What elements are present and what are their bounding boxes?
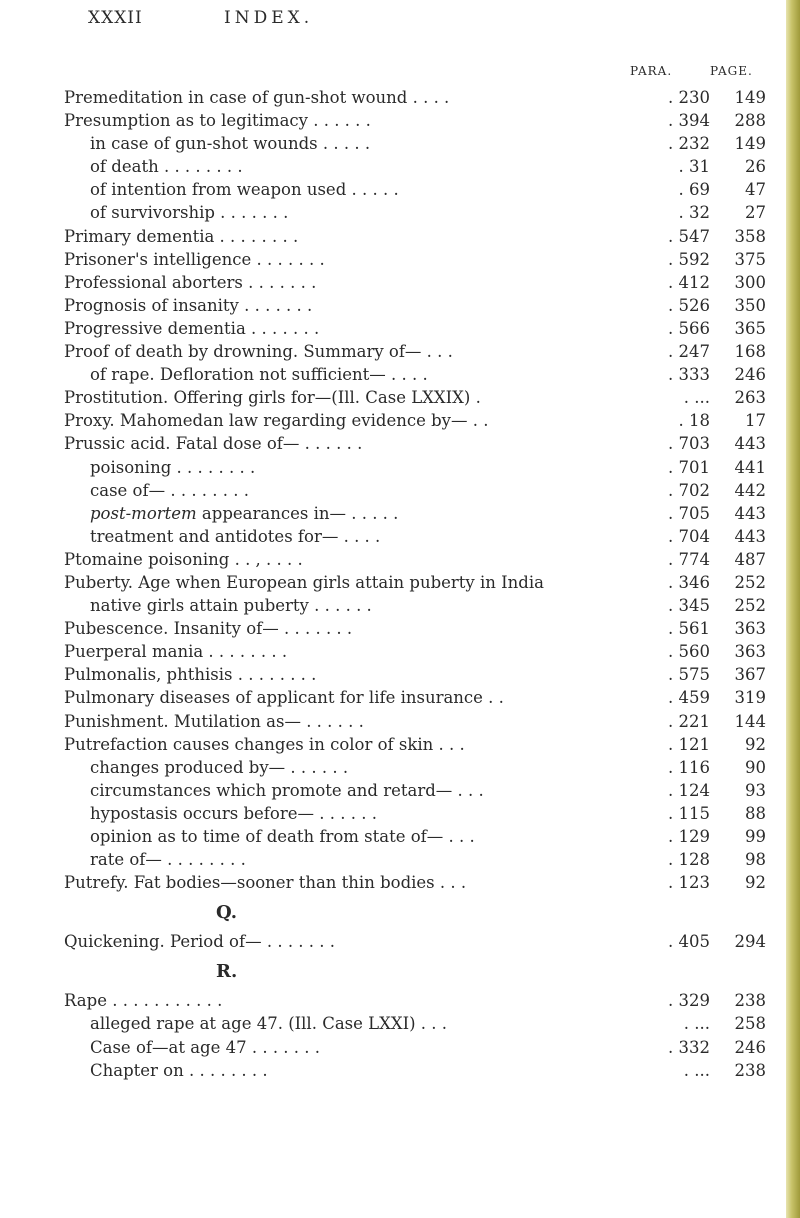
index-entry — [0, 756, 800, 779]
entry-page: 47 — [745, 180, 766, 200]
section-letter: R. — [216, 961, 238, 983]
entry-text: native girls attain puberty . . . . . . — [90, 596, 372, 616]
entry-page: 246 — [734, 365, 766, 385]
entry-para: . 526 — [668, 295, 710, 315]
entry-text: in case of gun-shot wounds . . . . . — [90, 134, 371, 154]
entry-italic: post-mortem — [90, 503, 197, 523]
entry-para: . 333 — [668, 365, 710, 385]
entry-page: 375 — [734, 249, 766, 269]
entry-text: treatment and antidotes for— . . . . — [90, 526, 381, 546]
index-entry — [0, 871, 800, 894]
entry-text: changes produced by— . . . . . . — [90, 757, 349, 777]
index-entry — [0, 525, 800, 548]
entry-page: 441 — [734, 457, 766, 477]
index-entry — [0, 989, 800, 1012]
entry-text: Prostitution. Offering girls for—(Ill. Case LXXIX) . — [64, 388, 481, 408]
index-entry — [0, 663, 800, 686]
index-entry — [0, 386, 800, 409]
entry-para: . 124 — [668, 780, 710, 800]
entry-page: 365 — [734, 318, 766, 338]
entry-para: . 346 — [668, 572, 710, 592]
index-entry — [0, 178, 800, 201]
entry-para: . 575 — [668, 665, 710, 685]
entry-page: 168 — [734, 342, 766, 362]
entry-text: Punishment. Mutilation as— . . . . . . — [64, 711, 364, 731]
entry-para: . 116 — [668, 757, 710, 777]
entry-text: opinion as to time of death from state of— . . . — [90, 827, 475, 846]
entry-para: . 332 — [668, 1037, 710, 1057]
entry-para: . 412 — [668, 272, 710, 292]
entry-text: circumstances which promote and retard— . . . — [90, 780, 484, 800]
entry-page: 300 — [734, 272, 766, 292]
column-headers — [0, 64, 800, 82]
entry-page: 26 — [745, 157, 766, 177]
entry-page: 294 — [734, 932, 766, 952]
section-letter: Q. — [216, 902, 238, 924]
entry-para: . 128 — [668, 850, 710, 870]
entry-text: Chapter on . . . . . . . . — [90, 1060, 268, 1080]
entry-text: Rape . . . . . . . . . . . — [64, 991, 223, 1011]
index-entry — [0, 733, 800, 756]
entry-para: . 121 — [668, 734, 710, 754]
index-entry — [0, 409, 800, 432]
entry-page: 363 — [734, 619, 766, 639]
entry-text: Puerperal mania . . . . . . . . — [64, 642, 288, 662]
entry-para: . 774 — [668, 549, 710, 569]
entry-para: . ... — [683, 1060, 710, 1080]
index-entry — [0, 155, 800, 178]
entry-text: alleged rape at age 47. (Ill. Case LXXI) . . . — [90, 1014, 448, 1034]
entry-para: . 394 — [668, 111, 710, 131]
entry-text: of death . . . . . . . . — [90, 157, 243, 177]
entry-page: 92 — [745, 734, 766, 754]
entry-para: . 115 — [668, 803, 710, 823]
entry-page: 319 — [734, 688, 766, 708]
entry-page: 487 — [734, 549, 766, 569]
entry-text: Ptomaine poisoning . . , . . . . — [64, 549, 303, 569]
entry-text: Putrefaction causes changes in color of skin . . . — [64, 734, 465, 754]
index-entry — [0, 779, 800, 802]
entry-page: 263 — [734, 388, 766, 408]
entry-page: 350 — [734, 295, 766, 315]
entry-text: hypostasis occurs before— . . . . . . — [90, 803, 377, 823]
page-column-header: PAGE. — [710, 64, 753, 78]
section-heading — [0, 953, 800, 989]
entry-page: 149 — [734, 134, 766, 154]
index-entry — [0, 548, 800, 571]
index-entry — [0, 502, 800, 525]
index-entry — [0, 479, 800, 502]
entry-text: Prognosis of insanity . . . . . . . — [64, 295, 313, 315]
index-entry — [0, 271, 800, 294]
entry-para: . 704 — [668, 526, 710, 546]
entry-page: 92 — [745, 873, 766, 893]
entry-text: Quickening. Period of— . . . . . . . — [64, 932, 336, 952]
entry-page: 27 — [745, 203, 766, 223]
index-entry — [0, 248, 800, 271]
page-title: INDEX. — [224, 8, 314, 28]
index-entry — [0, 848, 800, 871]
entry-page: 238 — [734, 991, 766, 1011]
index-entry — [0, 640, 800, 663]
entry-para: . ... — [683, 388, 710, 408]
entry-page: 88 — [745, 803, 766, 823]
entry-page: 246 — [734, 1037, 766, 1057]
entry-para: . 701 — [668, 457, 710, 477]
entry-text: post-mortem appearances in— . . . . . — [90, 503, 399, 523]
entry-page: 144 — [734, 711, 766, 731]
entry-text: Pulmonalis, phthisis . . . . . . . . — [64, 665, 317, 685]
entry-para: . 345 — [668, 596, 710, 616]
entry-para: . 18 — [678, 411, 710, 431]
entry-text: Pulmonary diseases of applicant for life insurance . . — [64, 688, 504, 708]
entry-text: Presumption as to legitimacy . . . . . . — [64, 111, 371, 131]
index-entry — [0, 802, 800, 825]
entry-text: Pubescence. Insanity of— . . . . . . . — [64, 619, 353, 639]
index-entry — [0, 201, 800, 224]
entry-page: 98 — [745, 850, 766, 870]
entry-para: . 560 — [668, 642, 710, 662]
entry-para: . 232 — [668, 134, 710, 154]
entry-page: 93 — [745, 780, 766, 800]
index-entry — [0, 363, 800, 386]
entry-page: 90 — [745, 757, 766, 777]
entry-text: poisoning . . . . . . . . — [90, 457, 256, 477]
index-entry — [0, 594, 800, 617]
entry-text: of intention from weapon used . . . . . — [90, 180, 399, 200]
entry-text: Puberty. Age when European girls attain puberty in India — [64, 572, 544, 592]
entry-page: 252 — [734, 572, 766, 592]
entry-text: case of— . . . . . . . . — [90, 480, 250, 500]
entry-para: . 703 — [668, 434, 710, 454]
entry-para: . 123 — [668, 873, 710, 893]
section-heading — [0, 894, 800, 930]
entry-page: 288 — [734, 111, 766, 131]
index-entry — [0, 317, 800, 340]
entry-para: . 129 — [668, 827, 710, 846]
entry-page: 443 — [734, 526, 766, 546]
entry-para: . 702 — [668, 480, 710, 500]
entry-para: . ... — [683, 1014, 710, 1034]
entry-para: . 592 — [668, 249, 710, 269]
index-entry — [0, 710, 800, 733]
index-entry — [0, 686, 800, 709]
entry-text: Progressive dementia . . . . . . . — [64, 318, 320, 338]
entry-para: . 561 — [668, 619, 710, 639]
entry-text: of survivorship . . . . . . . — [90, 203, 289, 223]
index-entry — [0, 1012, 800, 1035]
index-entry — [0, 132, 800, 155]
entry-para: . 566 — [668, 318, 710, 338]
index-entry — [0, 456, 800, 479]
entry-para: . 31 — [678, 157, 710, 177]
entry-text: Putrefy. Fat bodies—sooner than thin bodies . . . — [64, 873, 467, 893]
entry-page: 443 — [734, 434, 766, 454]
index-entry — [0, 1059, 800, 1082]
para-column-header: PARA. — [630, 64, 673, 78]
entry-text: rate of— . . . . . . . . — [90, 850, 246, 870]
entry-page: 149 — [734, 88, 766, 107]
page-header — [88, 8, 688, 38]
entry-text: Prisoner's intelligence . . . . . . . — [64, 249, 325, 269]
entry-page: 258 — [734, 1014, 766, 1034]
entry-para: . 69 — [678, 180, 710, 200]
entry-page: 99 — [745, 827, 766, 846]
index-entry — [0, 225, 800, 248]
entry-para: . 230 — [668, 88, 710, 107]
index-entry — [0, 109, 800, 132]
entry-text: Proxy. Mahomedan law regarding evidence by— . . — [64, 411, 489, 431]
entry-para: . 459 — [668, 688, 710, 708]
entry-para: . 547 — [668, 226, 710, 246]
entry-text: Professional aborters . . . . . . . — [64, 272, 317, 292]
entry-para: . 405 — [668, 932, 710, 952]
entry-para: . 329 — [668, 991, 710, 1011]
entry-text: Proof of death by drowning. Summary of— . . . — [64, 342, 453, 362]
index-entry — [0, 432, 800, 455]
entry-page: 443 — [734, 503, 766, 523]
index-entry — [0, 825, 800, 848]
entry-page: 238 — [734, 1060, 766, 1080]
entry-text: of rape. Defloration not sufficient— . . . . — [90, 365, 428, 385]
index-entry — [0, 1036, 800, 1059]
entry-para: . 32 — [678, 203, 710, 223]
entry-text: Premeditation in case of gun-shot wound . . . . — [64, 88, 450, 107]
entry-para: . 705 — [668, 503, 710, 523]
entry-para: . 221 — [668, 711, 710, 731]
entry-text: Primary dementia . . . . . . . . — [64, 226, 299, 246]
entry-text: Prussic acid. Fatal dose of— . . . . . . — [64, 434, 363, 454]
index-entry — [0, 340, 800, 363]
entry-page: 17 — [745, 411, 766, 431]
entry-page: 358 — [734, 226, 766, 246]
index-entry — [0, 294, 800, 317]
entry-para: . 247 — [668, 342, 710, 362]
index-entry — [0, 86, 800, 109]
index-entry — [0, 930, 800, 953]
entry-text: Case of—at age 47 . . . . . . . — [90, 1037, 321, 1057]
index-entry — [0, 617, 800, 640]
page-number: XXXII — [88, 8, 143, 28]
index-entries — [0, 86, 800, 1082]
entry-page: 363 — [734, 642, 766, 662]
entry-page: 442 — [734, 480, 766, 500]
index-entry — [0, 571, 800, 594]
entry-page: 367 — [734, 665, 766, 685]
entry-page: 252 — [734, 596, 766, 616]
